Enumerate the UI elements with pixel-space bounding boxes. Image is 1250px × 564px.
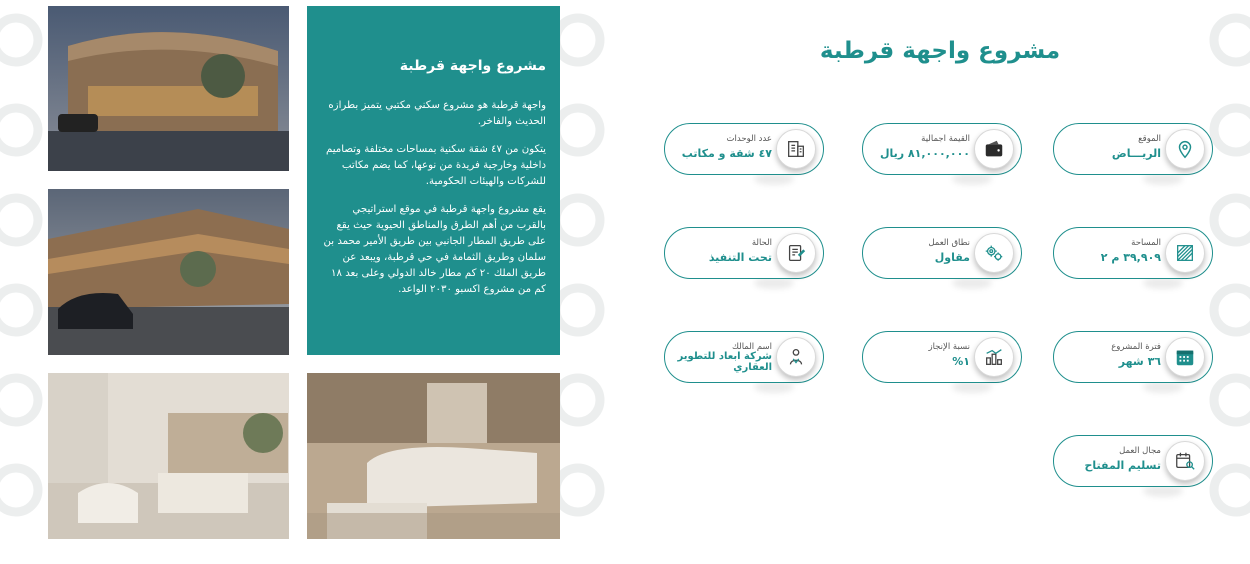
card-label: فترة المشروع <box>1111 342 1161 352</box>
interior-living-room-photo <box>307 373 560 539</box>
info-card-owner <box>664 331 824 383</box>
info-card-scope <box>862 227 1022 279</box>
card-label: الموقع <box>1138 134 1161 144</box>
description-paragraph-1: واجهة قرطبة هو مشروع سكني مكتبي يتميز بطرازه الحديث والفاخر. <box>328 100 546 127</box>
card-value: ٣٩,٩٠٩ م ٢ <box>1100 251 1161 264</box>
page-title: مشروع واجهة قرطبة <box>819 38 1061 64</box>
card-value: تسليم المفتاح <box>1084 459 1161 472</box>
card-value: شركة ابعاد للتطوير العقاري <box>677 351 772 373</box>
card-label: نسبة الإنجاز <box>928 342 970 352</box>
location-pin-icon <box>1165 129 1205 169</box>
info-card-completion <box>862 331 1022 383</box>
card-value: الريـــاض <box>1111 147 1161 160</box>
wallet-icon <box>974 129 1014 169</box>
info-card-area <box>1053 227 1213 279</box>
info-card-location <box>1053 123 1213 175</box>
info-card-duration <box>1053 331 1213 383</box>
card-label: القيمة اجمالية <box>921 134 970 144</box>
card-value: ٨١,٠٠٠,٠٠٠ ريال <box>879 147 970 160</box>
building-exterior-photo-2 <box>48 189 289 355</box>
info-card-status <box>664 227 824 279</box>
gears-icon <box>974 233 1014 273</box>
building-exterior-photo-1 <box>48 6 289 171</box>
card-label: اسم المالك <box>731 342 772 352</box>
clipboard-icon <box>776 233 816 273</box>
info-card-total-value <box>862 123 1022 175</box>
panel-heading: مشروع واجهة قرطبة <box>399 58 546 74</box>
card-label: الحالة <box>751 238 772 248</box>
owner-icon <box>776 337 816 377</box>
card-value: مقاول <box>934 251 970 264</box>
card-value: ٤٧ شقة و مكاتب <box>681 147 772 160</box>
card-value: تحت التنفيذ <box>708 251 772 264</box>
progress-chart-icon <box>974 337 1014 377</box>
building-icon <box>776 129 816 169</box>
interior-lobby-photo <box>48 373 289 539</box>
description-paragraph-3: يقع مشروع واجهة قرطبة في موقع استراتيجي بالقرب من أهم الطرق والمناطق الحيوية حيث يقع على طريق المطار الجانبي بين طريق الأمير محمد بن سلمان وطريق الثمامة في حي قرطبة، ويبعد عن طريق الملك ٢٠ كم مطار خالد الدولي وعلى بعد ١٨ كم من مشروع اكسبو ٢٠٣٠ الواعد. <box>323 204 546 295</box>
card-value: ٣٦ شهر <box>1118 355 1161 368</box>
card-value: ١% <box>952 355 970 368</box>
info-card-units <box>664 123 824 175</box>
description-paragraph-2: يتكون من ٤٧ شقة سكنية بمساحات مختلفة وتصاميم داخلية وخارجية فريدة من نوعها، كما يضم مكاتب للشركات والهيئات الحكومية. <box>325 144 546 187</box>
card-label: عدد الوحدات <box>726 134 772 144</box>
card-label: نطاق العمل <box>928 238 970 248</box>
calendar-key-icon <box>1165 441 1205 481</box>
card-label: المساحة <box>1131 238 1161 248</box>
project-description-panel <box>307 6 560 355</box>
calendar-icon <box>1165 337 1205 377</box>
card-label: مجال العمل <box>1119 446 1161 456</box>
area-icon <box>1165 233 1205 273</box>
info-card-work-field <box>1053 435 1213 487</box>
